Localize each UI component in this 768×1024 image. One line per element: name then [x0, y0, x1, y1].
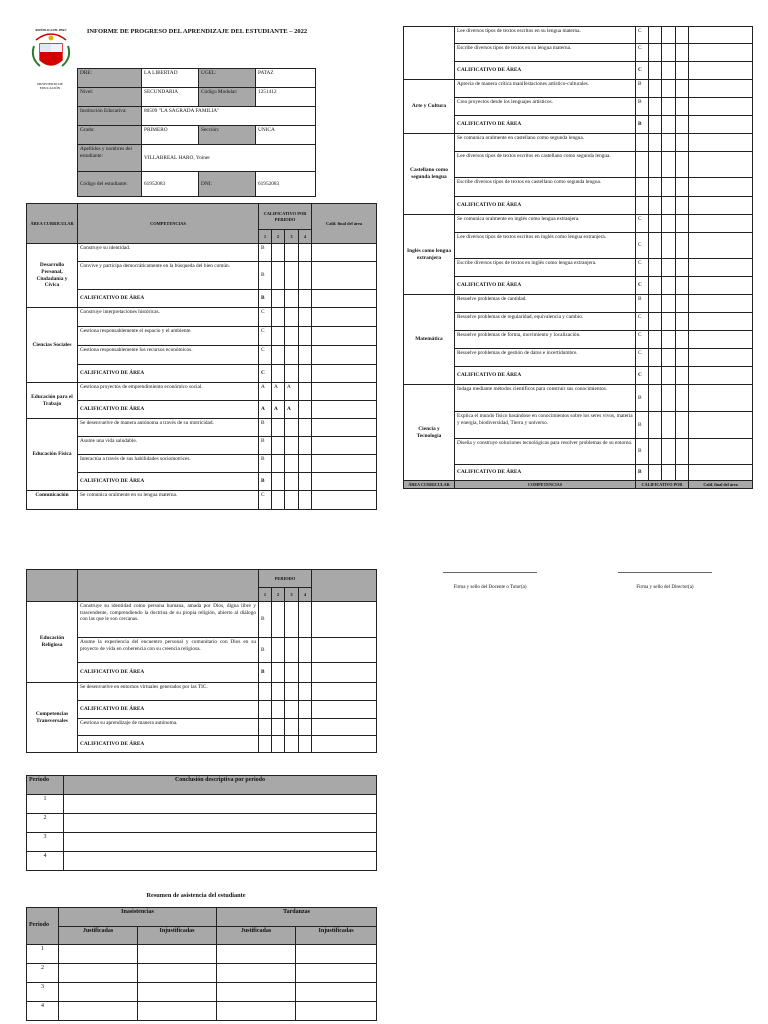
grade: B: [259, 244, 272, 262]
grade: B: [259, 602, 272, 638]
competencia: Gestiona proyectos de emprendimiento económico social.: [78, 383, 259, 401]
grade: C: [636, 215, 649, 233]
area-ciencia-tecnologia: Ciencia y Tecnología: [404, 385, 455, 481]
codmod-value: 1251412: [256, 88, 316, 107]
grade: B: [636, 412, 649, 439]
dre-label: DRE:: [78, 69, 142, 88]
area-competencias-transversales: Competencias Transversales: [27, 683, 78, 753]
calificativo-area: CALIFICATIVO DE ÁREA: [78, 473, 259, 491]
competencia: Construye su identidad como persona humana, amada por Dios, digna libre y trascendente, comprendiendo la doctrina de su propia religión, abierto al diálogo con las que le son cercanas.: [78, 602, 259, 638]
conclusion-table: [26, 775, 377, 871]
attendance-cell[interactable]: [296, 964, 377, 983]
dni-label: DNI:: [199, 172, 256, 197]
area-educacion-fisica: Educación Física: [27, 419, 78, 491]
calificativo-area: CALIFICATIVO DE ÁREA: [455, 197, 636, 215]
justificadas-header: Justificadas: [217, 927, 296, 945]
competencia: Interactúa a través de sus habilidades sociomotrices.: [78, 455, 259, 473]
competencia: Gestiona su aprendizaje de manera autónoma.: [78, 719, 259, 736]
justificadas-header: Justificadas: [59, 927, 138, 945]
ugel-value: PATAZ: [256, 69, 316, 88]
attendance-cell[interactable]: [59, 964, 138, 983]
attendance-table: [26, 907, 377, 1021]
area-educacion-religiosa: Educación Religiosa: [27, 602, 78, 683]
header-p4: 4: [299, 588, 312, 602]
grade: B: [636, 295, 649, 313]
competencia: Convive y participa democráticamente en la búsqueda del bien común.: [78, 262, 259, 290]
grade: A: [285, 383, 299, 401]
grades-table-2: [403, 26, 753, 489]
codest-value: 61952083: [142, 172, 199, 197]
grade: C: [636, 331, 649, 349]
seccion-value: UNICA: [256, 126, 316, 145]
competencia: Lee diversos tipos de textos escritos en inglés como lengua extranjera.: [455, 233, 636, 259]
institucion-label: Institución Educativa:: [78, 107, 142, 126]
student-info-table: [77, 68, 316, 197]
header-periodo: CALIFICATIVO POR PERIODO: [259, 204, 312, 230]
grade: B: [636, 465, 649, 481]
grade: C: [259, 346, 272, 365]
grade: A: [272, 401, 285, 419]
attendance-cell[interactable]: [59, 1002, 138, 1021]
conclusion-cell[interactable]: [64, 814, 377, 833]
calificativo-area: CALIFICATIVO DE ÁREA: [78, 663, 259, 683]
conclusion-period-number: 2: [27, 814, 64, 833]
grade: B: [259, 455, 272, 473]
attendance-cell[interactable]: [217, 1002, 296, 1021]
logo-text: REPÚBLICA DEL PERÚ: [35, 29, 67, 32]
conclusion-cell[interactable]: [64, 795, 377, 814]
attendance-period-number: 1: [27, 945, 59, 964]
header-competencias: COMPETENCIAS: [78, 204, 259, 244]
header-p2: 2: [272, 230, 285, 244]
attendance-period-number: 4: [27, 1002, 59, 1021]
competencia: Escribe diversos tipos de textos en su lengua materna.: [455, 44, 636, 62]
grade: A: [259, 401, 272, 419]
attendance-cell[interactable]: [138, 945, 217, 964]
grado-label: Grado:: [78, 126, 142, 145]
attendance-cell[interactable]: [296, 945, 377, 964]
nombre-value: VILLABREAL HARO, Yoiner: [142, 145, 316, 172]
grade: C: [636, 27, 649, 44]
calificativo-area: CALIFICATIVO DE ÁREA: [78, 701, 259, 719]
conclusion-period-number: 1: [27, 795, 64, 814]
grade: B: [259, 638, 272, 663]
ministry-label: MINISTERIO DE EDUCACIÓN: [37, 82, 63, 91]
competencia: Asume una vida saludable.: [78, 437, 259, 455]
conclusion-period-number: 4: [27, 852, 64, 871]
grade: B: [259, 262, 272, 290]
grade: C: [636, 367, 649, 385]
footer-final: Calif. final del área: [689, 481, 753, 489]
area-ciencias-sociales: Ciencias Sociales: [27, 308, 78, 383]
area-comunicacion-cont: [404, 27, 455, 80]
injustificadas-header: Injustificadas: [138, 927, 217, 945]
firma-docente: Firma y sello del Docente o Tutor(a): [443, 572, 537, 590]
tardanzas-header: Tardanzas: [217, 908, 377, 927]
grade: C: [636, 277, 649, 295]
grade: B: [636, 98, 649, 116]
footer-periodo: CALIFICATIVO POR: [636, 481, 689, 489]
grade: A: [259, 383, 272, 401]
calificativo-area: CALIFICATIVO DE ÁREA: [455, 116, 636, 134]
competencia: Lee diversos tipos de textos escritos en su lengua materna.: [455, 27, 636, 44]
header-p1: 1: [259, 230, 272, 244]
conclusion-periodo-header: Periodo: [27, 776, 64, 795]
attendance-title: Resumen de asistencia del estudiante: [146, 892, 246, 899]
area-desarrollo-personal: Desarrollo Personal, Ciudadanía y Cívica: [27, 244, 78, 308]
competencia: Se comunica oralmente en castellano como segunda lengua.: [455, 134, 636, 152]
report-title: INFORME DE PROGRESO DEL APRENDIZAJE DEL ESTUDIANTE – 2022: [86, 28, 308, 35]
grade: A: [272, 383, 285, 401]
dni-value: 61952083: [256, 172, 316, 197]
conclusion-title: Conclusión descriptiva por periodo: [64, 776, 377, 795]
attendance-cell[interactable]: [138, 983, 217, 1002]
grade: B: [636, 385, 649, 412]
grade: C: [636, 233, 649, 259]
competencia: Resuelve problemas de regularidad, equivalencia y cambio.: [455, 313, 636, 331]
attendance-cell[interactable]: [138, 1002, 217, 1021]
competencia: Indaga mediante métodos científicos para construir sus conocimientos.: [455, 385, 636, 412]
competencia: Se comunica oralmente en su lengua materna.: [78, 491, 259, 510]
area-arte-cultura: Arte y Cultura: [404, 80, 455, 134]
grades-table-3: [26, 569, 377, 753]
area-matematica: Matemática: [404, 295, 455, 385]
grade: C: [636, 259, 649, 277]
calificativo-area: CALIFICATIVO DE ÁREA: [78, 290, 259, 308]
header-area-blank: [27, 570, 78, 602]
grade: B: [636, 80, 649, 98]
grade: B: [259, 290, 272, 308]
ugel-label: UGEL:: [199, 69, 256, 88]
competencia: Se desenvuelve en entornos virtuales generados por las TIC.: [78, 683, 259, 701]
conclusion-cell[interactable]: [64, 833, 377, 852]
grade: C: [636, 349, 649, 367]
header-p3: 3: [285, 588, 299, 602]
competencia: Gestiona responsablemente el espacio y el ambiente.: [78, 327, 259, 346]
area-comunicacion: Comunicación: [27, 491, 78, 510]
competencia: Lee diversos tipos de textos escritos en castellano como segunda lengua.: [455, 152, 636, 178]
competencia: Resuelve problemas de cantidad.: [455, 295, 636, 313]
calificativo-area: CALIFICATIVO DE ÁREA: [78, 401, 259, 419]
attendance-cell[interactable]: [138, 964, 217, 983]
nivel-label: Nivel:: [78, 88, 142, 107]
grade: C: [259, 365, 272, 383]
conclusion-period-number: 3: [27, 833, 64, 852]
header-periodo: PERIODO: [259, 570, 312, 588]
seccion-label: Sección:: [199, 126, 256, 145]
area-educacion-trabajo: Educación para el Trabajo: [27, 383, 78, 419]
footer-area: ÁREA CURRICULAR: [404, 481, 455, 489]
attendance-cell[interactable]: [296, 983, 377, 1002]
competencia: Construye su identidad.: [78, 244, 259, 262]
conclusion-cell[interactable]: [64, 852, 377, 871]
header-final: Calif. final del área: [312, 204, 377, 244]
attendance-cell[interactable]: [59, 983, 138, 1002]
header-area: ÁREA CURRICULAR: [27, 204, 78, 244]
grado-value: PRIMERO: [142, 126, 199, 145]
peru-coat-of-arms-logo: [28, 26, 74, 78]
grade: B: [259, 419, 272, 437]
grade: C: [259, 327, 272, 346]
inasistencias-header: Inasistencias: [59, 908, 217, 927]
header-p4: 4: [299, 230, 312, 244]
attendance-cell[interactable]: [296, 1002, 377, 1021]
grade: C: [259, 491, 272, 510]
header-p3: 3: [285, 230, 299, 244]
calificativo-area: CALIFICATIVO DE ÁREA: [455, 367, 636, 385]
competencia: Construye interpretaciones históricas.: [78, 308, 259, 327]
grade: C: [636, 44, 649, 62]
grade: B: [636, 116, 649, 134]
competencia: Asume la experiencia del encuentro personal y comunitario con Dios en su proyecto de vida en coherencia con su creencia religiosa.: [78, 638, 259, 663]
area-ingles: Inglés como lengua extranjera: [404, 215, 455, 295]
calificativo-area: CALIFICATIVO DE ÁREA: [455, 465, 636, 481]
competencia: Gestiona responsablemente los recursos económicos.: [78, 346, 259, 365]
attendance-cell[interactable]: [59, 945, 138, 964]
area-castellano: Castellano como segunda lengua: [404, 134, 455, 215]
competencia: Se comunica oralmente en inglés como lengua extranjera.: [455, 215, 636, 233]
injustificadas-header: Injustificadas: [296, 927, 377, 945]
competencia: Se desenvuelve de manera autónoma a través de su motricidad.: [78, 419, 259, 437]
grade: B: [259, 663, 272, 683]
grades-table-1: [26, 203, 377, 510]
header-final-blank: [312, 570, 377, 602]
header-p2: 2: [272, 588, 285, 602]
grade: B: [259, 437, 272, 455]
competencia: Resuelve problemas de forma, movimiento y localización.: [455, 331, 636, 349]
calificativo-area: CALIFICATIVO DE ÁREA: [455, 62, 636, 80]
nombre-label: Apellidos y nombres del estudiante:: [78, 145, 142, 172]
competencia: Diseña y construye soluciones tecnológicas para resolver problemas de su entorno.: [455, 439, 636, 465]
attendance-period-number: 3: [27, 983, 59, 1002]
competencia: Explica el mundo físico basándose en conocimientos sobre los seres vivos, materia y energía, biodiversidad, Tierra y universo.: [455, 412, 636, 439]
header-comp-blank: [78, 570, 259, 602]
institucion-value: 80509 "LA SAGRADA FAMILIA": [142, 107, 316, 126]
competencia: Escribe diversos tipos de textos en castellano como segunda lengua.: [455, 178, 636, 197]
footer-competencias: COMPETENCIAS: [455, 481, 636, 489]
firma-director: Firma y sello del Director(a): [618, 572, 712, 590]
calificativo-area: CALIFICATIVO DE ÁREA: [78, 365, 259, 383]
nivel-value: SECUNDARIA: [142, 88, 199, 107]
calificativo-area: CALIFICATIVO DE ÁREA: [78, 736, 259, 753]
attendance-cell[interactable]: [217, 983, 296, 1002]
attendance-period-number: 2: [27, 964, 59, 983]
grade: C: [636, 62, 649, 80]
grade: C: [636, 313, 649, 331]
competencia: Crea proyectos desde los lenguajes artísticos.: [455, 98, 636, 116]
competencia: Resuelve problemas de gestión de datos e incertidumbre.: [455, 349, 636, 367]
competencia: Aprecia de manera crítica manifestaciones artístico-culturales.: [455, 80, 636, 98]
grade: C: [259, 308, 272, 327]
attendance-cell[interactable]: [217, 945, 296, 964]
attendance-periodo-header: Periodo: [27, 908, 59, 945]
dre-value: LA LIBERTAD: [142, 69, 199, 88]
grade: B: [636, 439, 649, 465]
attendance-cell[interactable]: [217, 964, 296, 983]
competencia: Escribe diversos tipos de textos en inglés como lengua extranjera.: [455, 259, 636, 277]
calificativo-area: CALIFICATIVO DE ÁREA: [455, 277, 636, 295]
grade: B: [259, 473, 272, 491]
codest-label: Código del estudiante:: [78, 172, 142, 197]
header-p1: 1: [259, 588, 272, 602]
grade: A: [285, 401, 299, 419]
codmod-label: Código Modular:: [199, 88, 256, 107]
